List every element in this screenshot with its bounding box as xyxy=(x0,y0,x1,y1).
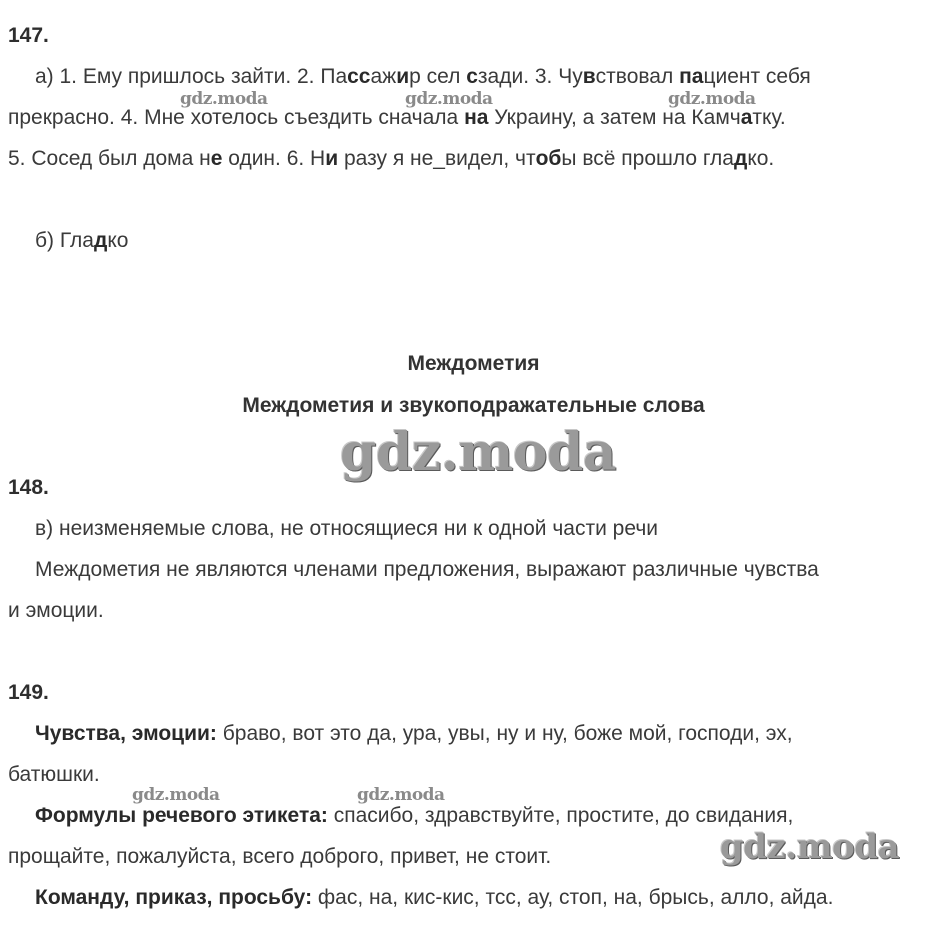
ex149-group-etiquette-line2: прощайте, пожалуйста, всего доброго, привет, не стоит. xyxy=(8,845,552,868)
text-segment: аж xyxy=(370,65,397,88)
exercise-number-147: 147. xyxy=(8,24,49,47)
watermark: gdz.moda xyxy=(720,827,900,867)
text-segment: б) Гла xyxy=(35,229,94,252)
group-label: Команду, приказ, просьбу: xyxy=(35,886,313,909)
highlight: е xyxy=(210,147,223,170)
ex149-group-feelings-line1 xyxy=(35,722,793,746)
ex147-answer-a-line1 xyxy=(35,65,811,89)
text-segment: ствовал xyxy=(595,65,680,88)
ex149-group-etiquette-line1 xyxy=(35,804,793,828)
highlight: д xyxy=(733,147,748,170)
group-label: Формулы речевого этикета: xyxy=(35,804,328,827)
watermark: gdz.moda xyxy=(405,89,493,109)
text-segment: ы всё прошло гла xyxy=(561,147,734,170)
highlight: на xyxy=(464,106,489,129)
section-subtitle: Междометия и звукоподражательные слова xyxy=(242,394,705,417)
exercise-number-149: 149. xyxy=(8,681,49,704)
highlight: об xyxy=(535,147,562,170)
section-title: Междометия xyxy=(407,352,540,375)
group-text: браво, вот это да, ура, увы, ну и ну, боже мой, господи, эх, xyxy=(216,722,793,745)
exercise-number-148: 148. xyxy=(8,476,49,499)
text-segment: Украину, а затем на Камч xyxy=(488,106,741,129)
ex148-answer-line2: Междометия не являются членами предложения, выражают различные чувства xyxy=(35,558,819,581)
text-segment: циент себя xyxy=(703,65,811,88)
ex149-group-commands-line1 xyxy=(35,886,833,910)
watermark: gdz.moda xyxy=(132,785,220,805)
text-segment: ко xyxy=(107,229,129,252)
text-segment: р сел xyxy=(409,65,467,88)
group-label: Чувства, эмоции: xyxy=(35,722,217,745)
text-segment: прекрасно. 4. Мне хотелось съездить сначала xyxy=(8,106,465,129)
watermark: gdz.moda xyxy=(357,785,445,805)
text-segment: один. 6. Н xyxy=(222,147,326,170)
text-segment: разу я не_видел, чт xyxy=(338,147,536,170)
watermark: gdz.moda xyxy=(340,422,617,483)
highlight: а xyxy=(740,106,753,129)
text-segment: тку. xyxy=(752,106,786,129)
highlight: па xyxy=(679,65,704,88)
highlight: в xyxy=(582,65,596,88)
ex148-answer-line3: и эмоции. xyxy=(8,599,104,622)
highlight: сс xyxy=(347,65,371,88)
ex149-group-feelings-line2: батюшки. xyxy=(8,763,100,786)
highlight: и xyxy=(396,65,410,88)
text-segment: 5. Сосед был дома н xyxy=(8,147,211,170)
group-text: спасибо, здравствуйте, простите, до свидания, xyxy=(327,804,794,827)
text-segment: а) 1. Ему пришлось зайти. 2. Па xyxy=(35,65,348,88)
watermark: gdz.moda xyxy=(180,89,268,109)
highlight: д xyxy=(93,229,108,252)
text-segment: зади. 3. Чу xyxy=(477,65,583,88)
highlight: с xyxy=(466,65,478,88)
highlight: и xyxy=(325,147,339,170)
watermark: gdz.moda xyxy=(668,89,756,109)
ex147-answer-a-line3 xyxy=(8,147,774,171)
ex147-answer-a-line2 xyxy=(8,106,786,130)
group-text: фас, на, кис-кис, тсс, ау, стоп, на, брысь, алло, айда. xyxy=(312,886,834,909)
ex147-answer-b xyxy=(35,229,128,253)
text-segment: ко. xyxy=(747,147,775,170)
ex148-answer-line1: в) неизменяемые слова, не относящиеся ни к одной части речи xyxy=(35,517,658,540)
